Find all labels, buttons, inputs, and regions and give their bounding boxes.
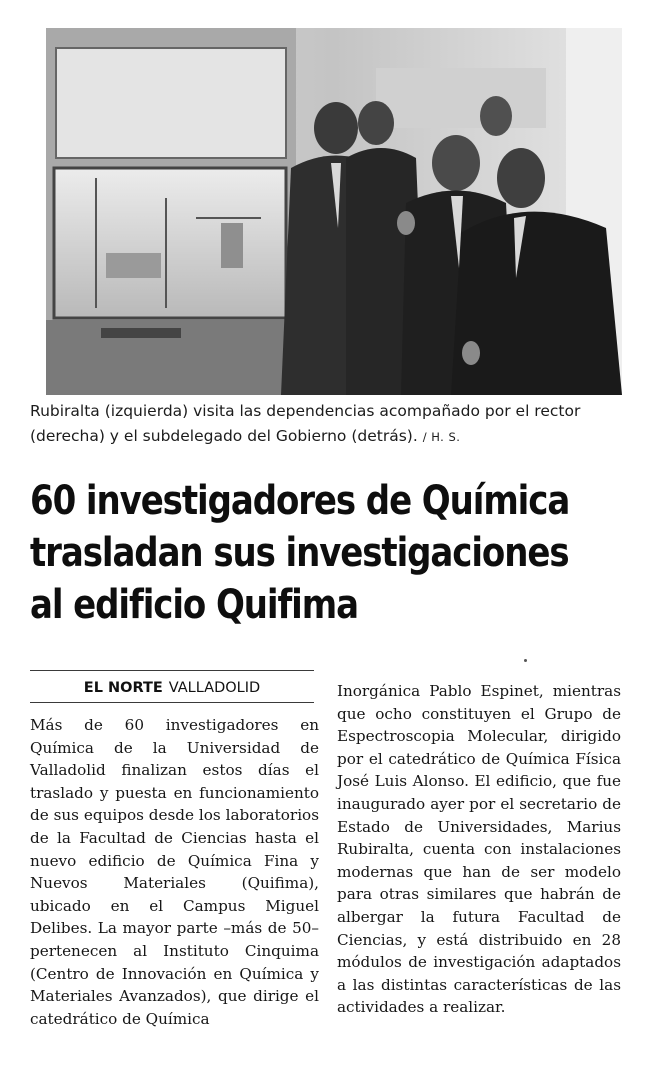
laboratory-visit-photo [46, 28, 622, 395]
news-photo [46, 28, 622, 395]
byline-agency: EL NORTE [83, 680, 163, 696]
byline-top-rule [30, 670, 314, 671]
headline-line-3: al edificio Quifima [30, 580, 358, 628]
caption-text: Rubiralta (izquierda) visita las dependencias acompañado por el rector (derecha) y el subdelegado del Gobierno (detrás). [30, 402, 581, 445]
photo-caption [30, 399, 630, 450]
print-speck [524, 659, 527, 662]
photo-credit: / H. S. [422, 430, 461, 444]
headline-line-1: 60 investigadores de Química [30, 476, 570, 524]
headline [30, 474, 570, 630]
byline-bottom-rule [30, 702, 314, 703]
article-column-2: Inorgánica Pablo Espinet, mientras que ocho constituyen el Grupo de Espectroscopia Molecular, dirigido por el catedrático de Química Física José Luis Alonso. El edificio, que fue inaugurado ayer por el secretario de Estado de Universidades, Marius Rubiralta, cuenta con instalaciones modernas que han de ser modelo para otras similares que habrán de albergar la futura Facultad de Ciencias, y está distribuido en 28 módulos de investigación adaptados a las distintas características de las actividades a realizar. [337, 682, 621, 1017]
byline [30, 680, 314, 696]
byline-location: VALLADOLID [168, 680, 261, 696]
headline-line-2: trasladan sus investigaciones [30, 528, 569, 576]
article-column-1: Más de 60 investigadores en Química de la Universidad de Valladolid finalizan estos días el traslado y puesta en funcionamiento de sus equipos desde los laboratorios de la Facultad de Ciencias hasta el nuevo edificio de Química Fina y Nuevos Materiales (Quifima), ubicado en el Campus Miguel Delibes. La mayor parte –más de 50– pertenecen al Instituto Cinquima (Centro de Innovación en Química y Materiales Avanzados), que dirige el catedrático de Química [30, 716, 319, 1028]
